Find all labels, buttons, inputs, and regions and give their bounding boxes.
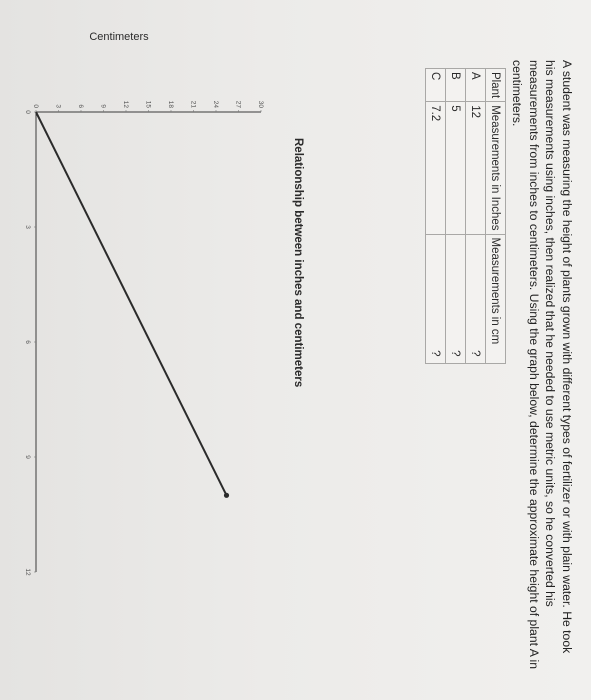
y-tick-label: 30 bbox=[257, 100, 264, 108]
y-axis-label: Centimeters bbox=[89, 31, 149, 43]
x-tick-label: 3 bbox=[24, 225, 31, 229]
line-endpoint bbox=[224, 493, 229, 498]
x-tick-label: 6 bbox=[24, 340, 31, 344]
y-tick-label: 27 bbox=[234, 100, 242, 108]
cm-cell: ? bbox=[446, 234, 466, 363]
header-plant: Plant bbox=[486, 69, 506, 102]
header-cm: Measurements in cm bbox=[486, 234, 506, 363]
chart-title: Relationship between inches and centimeters bbox=[292, 138, 304, 388]
y-tick-label: 12 bbox=[122, 100, 129, 108]
plant-cell: A bbox=[466, 69, 486, 102]
x-tick-label: 12 bbox=[24, 568, 31, 576]
inches-cell: 12 bbox=[466, 102, 486, 234]
problem-paragraph: A student was measuring the height of plants grown with different types of fertilizer or with plain water. He took his measurements using inches, then realized that he needed to use metric units, so he converted his measurements from inches to centimeters. Using the graph below, determine the approximate height of plant A in centimeters. bbox=[509, 60, 574, 670]
inches-cell: 7.2 bbox=[426, 102, 446, 234]
y-tick-label: 15 bbox=[144, 100, 152, 108]
y-tick-label: 0 bbox=[32, 104, 39, 108]
plant-cell: B bbox=[446, 69, 466, 102]
x-tick-label: 0 bbox=[24, 110, 31, 114]
header-inches: Measurements in Inches bbox=[486, 102, 506, 234]
y-tick-label: 18 bbox=[167, 100, 174, 108]
y-tick-label: 24 bbox=[212, 100, 219, 108]
cm-cell: ? bbox=[466, 234, 486, 363]
x-tick-label: 9 bbox=[24, 455, 31, 459]
y-tick-label: 6 bbox=[77, 104, 84, 108]
plant-cell: C bbox=[426, 69, 446, 102]
y-tick-label: 9 bbox=[99, 104, 107, 108]
cm-cell: ? bbox=[426, 234, 446, 363]
y-tick-label: 3 bbox=[54, 104, 62, 108]
y-tick-label: 21 bbox=[189, 100, 197, 108]
series-line bbox=[36, 112, 227, 495]
inches-cell: 5 bbox=[446, 102, 466, 234]
